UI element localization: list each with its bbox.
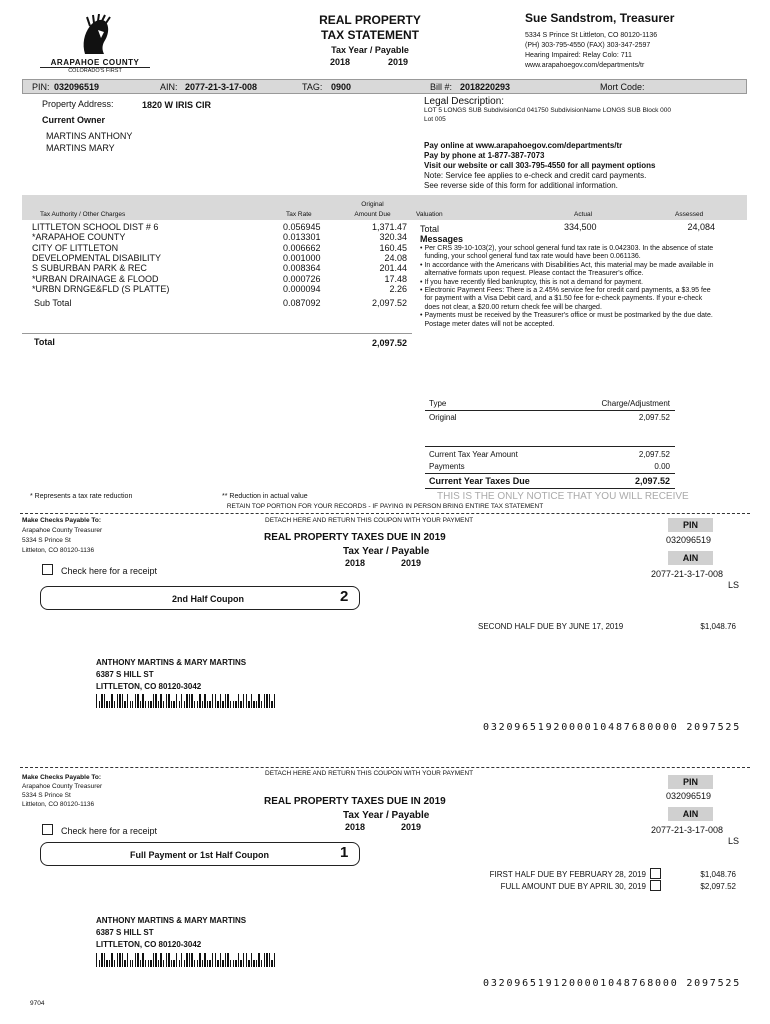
- coupon1-number: 1: [340, 844, 349, 861]
- logo-rule: [40, 67, 150, 68]
- coupon1-title: REAL PROPERTY TAXES DUE IN 2019: [264, 796, 446, 807]
- coupon1-full-amount-checkbox[interactable]: [650, 880, 661, 891]
- tax-authority-name: *ARAPAHOE COUNTY: [32, 232, 126, 243]
- treasurer-website: www.arapahoegov.com/departments/tr: [525, 62, 645, 69]
- coupon1-first-half-checkbox[interactable]: [650, 868, 661, 879]
- current-owner-label: Current Owner: [42, 115, 106, 125]
- payable-year: 2019: [388, 57, 409, 67]
- logo-text: ARAPAHOE COUNTY: [50, 58, 140, 67]
- only-notice: THIS IS THE ONLY NOTICE THAT YOU WILL RECEIVE: [437, 491, 689, 502]
- tax-rate: 0.000094: [283, 283, 321, 294]
- coupon1-mail-3: LITTLETON, CO 80120-3042: [96, 940, 202, 949]
- property-address-label: Property Address:: [42, 99, 114, 109]
- charge-adjustment-label: Charge/Adjustment: [601, 399, 670, 408]
- coupon2-ls: LS: [728, 580, 740, 590]
- amount-header: Amount Due: [354, 211, 391, 218]
- treasurer-phone: (PH) 303-795-4550 (FAX) 303-347-2597: [525, 42, 651, 49]
- message-item: [420, 279, 718, 287]
- coupon2-mail-3: LITTLETON, CO 80120-3042: [96, 682, 202, 691]
- value-reduction-note: ** Reduction in actual value: [222, 493, 308, 500]
- coupon1-ocr-line: 0320965191200001048768000 2097525: [483, 978, 742, 989]
- page-code: 9704: [30, 1000, 45, 1007]
- tear-line-2: [20, 767, 750, 768]
- coupon1-payable-3: Littleton, CO 80120-1136: [22, 801, 95, 808]
- coupon2-year2: 2019: [401, 558, 422, 568]
- charges-rule-4: [425, 488, 675, 489]
- coupon2-detach: DETACH HERE AND RETURN THIS COUPON WITH YOUR PAYMENT: [265, 517, 474, 524]
- tax-authority-name: DEVELOPMENTAL DISABILITY: [32, 252, 162, 263]
- bullet-icon: •: [420, 261, 423, 269]
- original-charge-label: Original: [429, 413, 457, 422]
- coupon2-mail-2: 6387 S HILL ST: [96, 670, 154, 679]
- coupon2-payable-2: 5334 S Prince St: [22, 537, 71, 544]
- current-tax-year-amount: 2,097.52: [638, 450, 670, 459]
- mort-code-label: Mort Code:: [600, 82, 645, 92]
- coupon2-pin-label: PIN: [668, 518, 713, 532]
- statement-title-1: REAL PROPERTY: [319, 13, 421, 27]
- coupon1-full-due: FULL AMOUNT DUE BY APRIL 30, 2019: [500, 882, 646, 891]
- current-year-due-label: Current Year Taxes Due: [429, 476, 530, 486]
- treasurer-name: Sue Sandstrom, Treasurer: [525, 11, 675, 25]
- rate-header: Tax Rate: [286, 211, 312, 218]
- tax-amount: 24.08: [384, 252, 407, 263]
- tax-authority-name: *URBN DRNGE&FLD (S PLATTE): [32, 283, 170, 294]
- treasurer-relay: Hearing Impaired: Relay Colo: 711: [525, 52, 632, 59]
- message-item: [420, 262, 718, 279]
- pay-phone: Pay by phone at 1-877-387-7073: [424, 151, 545, 160]
- rate-reduction-note: * Represents a tax rate reduction: [30, 493, 133, 500]
- legal-description-2: Lot 005: [424, 116, 446, 123]
- charges-rule-3: [425, 473, 675, 474]
- coupon1-postal-barcode: [96, 953, 275, 967]
- coupon2-payable-1: Arapahoe County Treasurer: [22, 527, 103, 534]
- owner-1: MARTINS ANTHONY: [46, 131, 133, 141]
- message-text: Electronic Payment Fees: There is a 2.45% service fee for credit card payments, a $3.95 fee for payment with a Visa Debit card, and a $1.50 fee for e-check payments. If your e-check does not clear, a $20.00 return check fee will be charged.: [424, 287, 711, 311]
- valuation-actual: 334,500: [564, 222, 597, 232]
- logo-subtext: COLORADO'S FIRST: [68, 68, 122, 74]
- tax-year: 2018: [330, 57, 351, 67]
- owner-2: MARTINS MARY: [46, 143, 115, 153]
- tax-authority-name: *URBAN DRAINAGE & FLOOD: [32, 273, 159, 284]
- charges-rule-1: [425, 410, 675, 411]
- treasurer-address: 5334 S Prince St Littleton, CO 80120-1136: [525, 32, 658, 39]
- payments-label: Payments: [429, 462, 465, 471]
- coupon1-year1: 2018: [345, 822, 366, 832]
- valuation-header: Valuation: [416, 211, 443, 218]
- message-item: [420, 287, 718, 312]
- tax-rate: 0.001000: [283, 252, 321, 263]
- subtotal-rate: 0.087092: [283, 298, 321, 308]
- actual-header: Actual: [574, 211, 593, 218]
- coupon2-ain: 2077-21-3-17-008: [651, 569, 724, 579]
- coupon1-ain: 2077-21-3-17-008: [651, 825, 724, 835]
- coupon1-name: Full Payment or 1st Half Coupon: [130, 850, 270, 860]
- bullet-icon: •: [420, 312, 423, 320]
- authority-header: Tax Authority / Other Charges: [40, 211, 126, 218]
- total-amount: 2,097.52: [371, 338, 407, 348]
- coupon2-number: 2: [340, 588, 349, 605]
- original-charge-amount: 2,097.52: [638, 413, 670, 422]
- coupon1-ls: LS: [728, 836, 740, 846]
- bill-value: 2018220293: [460, 82, 511, 92]
- coupon1-first-amount: $1,048.76: [700, 870, 736, 879]
- subtotal-amount: 2,097.52: [371, 298, 407, 308]
- message-item: [420, 245, 718, 262]
- coupon2-receipt-checkbox[interactable]: [42, 564, 53, 575]
- message-text: Per CRS 39-10-103(2), your school general fund tax rate is 0.042303. In the absence of state funding, your school general fund tax rate would have been 0.061136.: [424, 245, 714, 261]
- ain-label: AIN:: [160, 82, 178, 92]
- chief-head-icon: [40, 14, 150, 56]
- coupon1-payable-1: Arapahoe County Treasurer: [22, 783, 103, 790]
- messages-title: Messages: [420, 234, 464, 244]
- bullet-icon: •: [420, 287, 423, 295]
- assessed-header: Assessed: [675, 211, 704, 218]
- charge-type-label: Type: [429, 399, 447, 408]
- current-tax-year-label: Current Tax Year Amount: [429, 450, 518, 459]
- tax-amount: 201.44: [379, 263, 407, 274]
- tax-rate: 0.056945: [283, 222, 321, 232]
- pin-value: 032096519: [54, 82, 100, 92]
- bill-label: Bill #:: [430, 82, 453, 92]
- coupon1-receipt-checkbox[interactable]: [42, 824, 53, 835]
- coupon2-name: 2nd Half Coupon: [172, 594, 244, 604]
- tax-rate: 0.006662: [283, 242, 321, 253]
- tear-line-1: [20, 513, 750, 514]
- tax-authority-name: LITTLETON SCHOOL DIST # 6: [32, 222, 159, 232]
- service-fee-note: Note: Service fee applies to e-check and credit card payments.: [424, 171, 647, 180]
- tax-rate: 0.008364: [283, 263, 321, 274]
- coupon1-pin-label: PIN: [668, 775, 713, 789]
- coupon2-tax-year-label: Tax Year / Payable: [343, 546, 430, 557]
- current-year-due-amount: 2,097.52: [634, 476, 670, 486]
- coupon1-year2: 2019: [401, 822, 422, 832]
- reverse-side-note: See reverse side of this form for additional information.: [424, 181, 618, 190]
- statement-title-2: TAX STATEMENT: [321, 28, 419, 42]
- tax-amount: 320.34: [379, 232, 407, 243]
- tax-authority-name: CITY OF LITTLETON: [32, 242, 119, 253]
- coupon2-payable-label: Make Checks Payable To:: [22, 517, 101, 524]
- tax-amount: 160.45: [379, 242, 407, 253]
- coupon1-ain-label: AIN: [668, 807, 713, 821]
- property-address: 1820 W IRIS CIR: [142, 100, 212, 110]
- coupon2-due-amount: $1,048.76: [700, 622, 736, 631]
- coupon2-pin: 032096519: [666, 535, 712, 545]
- tax-authority-name: S SUBURBAN PARK & REC: [32, 263, 147, 274]
- coupon1-full-amount: $2,097.52: [700, 882, 736, 891]
- original-header: Original: [361, 201, 384, 208]
- coupon2-year1: 2018: [345, 558, 366, 568]
- coupon1-mail-1: ANTHONY MARTINS & MARY MARTINS: [96, 916, 247, 925]
- coupon1-receipt-label: Check here for a receipt: [61, 826, 158, 836]
- bullet-icon: •: [420, 278, 423, 286]
- coupon1-payable-2: 5334 S Prince St: [22, 792, 71, 799]
- pay-online: Pay online at www.arapahoegov.com/departments/tr: [424, 141, 623, 150]
- coupon2-receipt-label: Check here for a receipt: [61, 566, 158, 576]
- tag-label: TAG:: [302, 82, 323, 92]
- valuation-total-label: Total: [420, 224, 440, 234]
- tax-rate: 0.000726: [283, 273, 321, 284]
- coupon1-mail-2: 6387 S HILL ST: [96, 928, 154, 937]
- message-item: [420, 312, 718, 329]
- coupon1-tax-year-label: Tax Year / Payable: [343, 810, 430, 821]
- pay-options: Visit our website or call 303-795-4550 for all payment options: [424, 161, 656, 170]
- coupon2-ain-label: AIN: [668, 551, 713, 565]
- payments-amount: 0.00: [654, 462, 670, 471]
- ain-value: 2077-21-3-17-008: [185, 82, 258, 92]
- tax-amount: 2.26: [389, 283, 407, 294]
- coupon1-first-due: FIRST HALF DUE BY FEBRUARY 28, 2019: [489, 870, 646, 879]
- message-text: If you have recently filed bankruptcy, this is not a demand for payment.: [424, 278, 643, 286]
- coupon2-mail-1: ANTHONY MARTINS & MARY MARTINS: [96, 658, 247, 667]
- total-rule: [22, 333, 412, 334]
- tax-rate: 0.013301: [283, 232, 321, 243]
- coupon2-postal-barcode: [96, 694, 275, 708]
- charges-rule-2: [425, 446, 675, 447]
- coupon1-detach: DETACH HERE AND RETURN THIS COUPON WITH YOUR PAYMENT: [265, 770, 474, 777]
- tax-amount: 17.48: [384, 273, 407, 284]
- messages-list: [420, 245, 718, 329]
- bullet-icon: •: [420, 245, 423, 252]
- message-text: In accordance with the Americans with Disabilities Act, this material may be made available in alternative formats upon request. Please contact the Treasurer's office.: [424, 261, 714, 278]
- message-text: Payments must be received by the Treasurer's office or must be postmarked by the due date. Postage meter dates will not be accepted.: [424, 312, 713, 328]
- tag-value: 0900: [331, 82, 352, 92]
- valuation-assessed: 24,084: [687, 222, 715, 232]
- pin-label: PIN:: [32, 82, 50, 92]
- coupon2-payable-3: Littleton, CO 80120-1136: [22, 547, 95, 554]
- coupon1-payable-label: Make Checks Payable To:: [22, 774, 101, 781]
- total-label: Total: [34, 337, 55, 347]
- tax-year-label: Tax Year / Payable: [331, 45, 409, 55]
- retain-notice: RETAIN TOP PORTION FOR YOUR RECORDS - IF PAYING IN PERSON BRING ENTIRE TAX STATEMENT: [226, 503, 544, 510]
- subtotal-label: Sub Total: [34, 298, 72, 308]
- tax-amount: 1,371.47: [371, 222, 407, 232]
- coupon2-title: REAL PROPERTY TAXES DUE IN 2019: [264, 532, 446, 543]
- coupon2-ocr-line: 0320965192000010487680000 2097525: [483, 722, 742, 733]
- legal-description-1: LOT 5 LONGS SUB SubdivisionCd 041750 SubdivisionName LONGS SUB Block 000: [424, 107, 672, 114]
- coupon2-due-line: SECOND HALF DUE BY JUNE 17, 2019: [478, 622, 624, 631]
- coupon1-pin: 032096519: [666, 791, 712, 801]
- legal-description-label: Legal Description:: [424, 96, 505, 107]
